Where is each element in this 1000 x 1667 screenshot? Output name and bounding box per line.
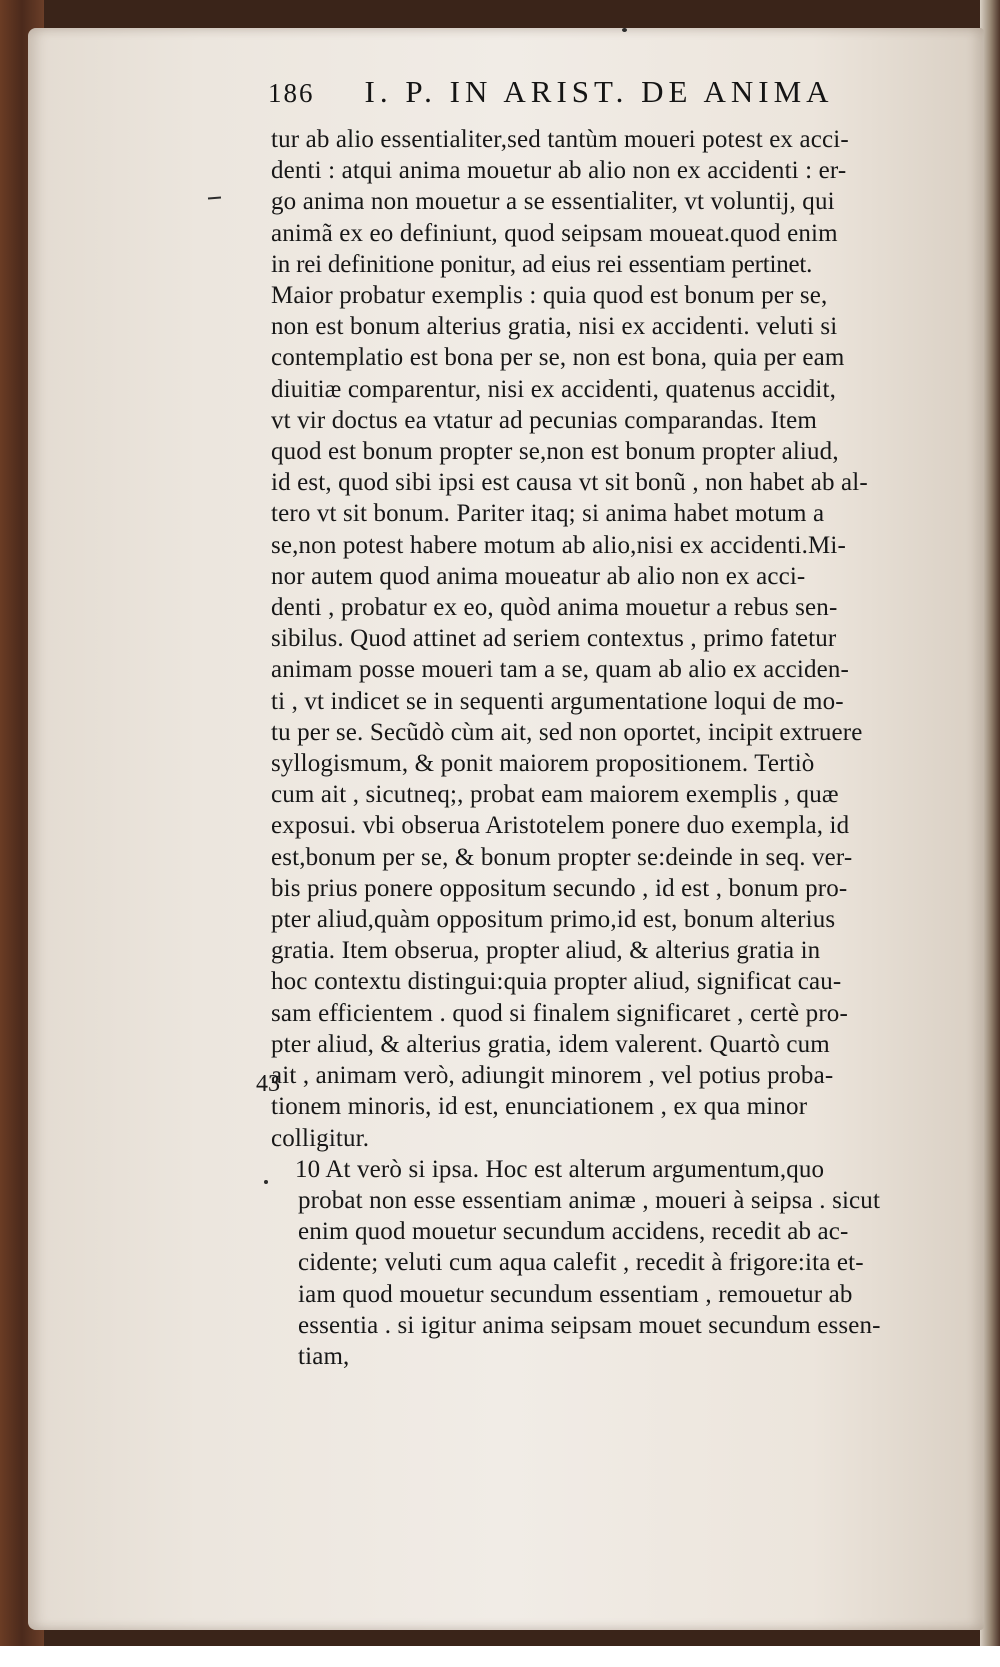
text-line: diuitiæ comparentur, nisi ex accidenti, quatenus accidit,: [271, 375, 837, 403]
text-line: enim quod mouetur secundum accidens, recedit ab ac-: [298, 1218, 849, 1246]
text-line: est,bonum per se, & bonum propter se:deinde in seq. ver-: [271, 843, 853, 871]
text-line: exposui. vbi obserua Aristotelem ponere duo exempla, id: [271, 812, 850, 840]
text-line: tu per se. Secũdò cùm ait, sed non oportet, incipit extruere: [271, 718, 863, 746]
page-number: 186: [268, 78, 315, 108]
text-line: vt vir doctus ea vtatur ad pecunias comparandas. Item: [271, 406, 817, 434]
text-line: tero vt sit bonum. Pariter itaq; si anima habet motum a: [271, 500, 825, 528]
text-line: tiam,: [298, 1342, 350, 1370]
text-line: in rei definitione ponitur, ad eius rei essentiam pertinet.: [271, 250, 813, 278]
text-line: bis prius ponere oppositum secundo , id est , bonum pro-: [271, 874, 848, 902]
text-line: animam posse moueri tam a se, quam ab alio ex acciden-: [271, 656, 850, 684]
text-line: 10 At verò si ipsa. Hoc est alterum argumentum,quo: [295, 1155, 825, 1183]
text-line: pter aliud,quàm oppositum primo,id est, bonum alterius: [271, 906, 836, 934]
text-line: syllogismum, & ponit maiorem propositionem. Tertiò: [271, 750, 815, 778]
text-line: denti , probatur ex eo, quòd anima mouetur a rebus sen-: [271, 594, 838, 622]
text-line: non est bonum alterius gratia, nisi ex accidenti. veluti si: [271, 313, 838, 341]
text-line: id est, quod sibi ipsi est causa vt sit bonũ , non habet ab al-: [271, 469, 868, 497]
text-line: go anima non mouetur a se essentialiter, vt voluntij, qui: [271, 188, 835, 216]
running-head: [268, 74, 834, 110]
margin-note-number: 43: [256, 1071, 280, 1097]
text-line: sam efficientem . quod si finalem significaret , certè pro-: [271, 999, 848, 1027]
text-line: contemplatio est bona per se, non est bona, quia per eam: [271, 344, 845, 372]
text-line: pter aliud, & alterius gratia, idem valerent. Quartò cum: [271, 1030, 830, 1058]
text-line: iam quod mouetur secundum essentiam , remouetur ab: [298, 1280, 853, 1308]
text-line: gratia. Item obserua, propter aliud, & alterius gratia in: [271, 937, 821, 965]
text-line: cum ait , sicutneq;, probat eam maiorem exemplis , quæ: [271, 781, 839, 809]
text-line: Maior probatur exemplis : quia quod est bonum per se,: [271, 282, 828, 310]
text-line: nor autem quod anima moueatur ab alio non ex acci-: [271, 562, 806, 590]
text-line: hoc contextu distingui:quia propter aliud, significat cau-: [271, 968, 842, 996]
text-line: ait , animam verò, adiungit minorem , vel potius proba-: [271, 1062, 834, 1090]
text-line: quod est bonum propter se,non est bonum propter aliud,: [271, 438, 839, 466]
text-line: probat non esse essentiam animæ , moueri à seipsa . sicut: [298, 1186, 881, 1214]
footer-strip: [0, 1646, 1000, 1667]
text-line: cidente; veluti cum aqua calefit , recedit à frigore:ita et-: [298, 1249, 864, 1277]
text-line: sibilus. Quod attinet ad seriem contextus , primo fatetur: [271, 625, 837, 653]
text-line: animã ex eo definiunt, quod seipsam moueat.quod enim: [271, 219, 838, 247]
text-line: se,non potest habere motum ab alio,nisi ex accidenti.Mi-: [271, 531, 846, 559]
text-line: essentia . si igitur anima seipsam mouet secundum essen-: [298, 1311, 881, 1339]
text-line: tionem minoris, id est, enunciationem , ex qua minor: [271, 1093, 808, 1121]
ink-mark: [622, 28, 627, 32]
text-line: colligitur.: [271, 1124, 370, 1152]
running-title: I. P. IN ARIST. DE ANIMA: [364, 74, 834, 109]
text-line: denti : atqui anima mouetur ab alio non ex accidenti : er-: [271, 157, 847, 185]
margin-ink-dot: [264, 1180, 268, 1184]
latin-text-block: [271, 124, 961, 1372]
text-line: ti , vt indicet se in sequenti argumentatione loqui de mo-: [271, 687, 844, 715]
text-line: tur ab alio essentialiter,sed tantùm moueri potest ex acci-: [271, 126, 849, 153]
